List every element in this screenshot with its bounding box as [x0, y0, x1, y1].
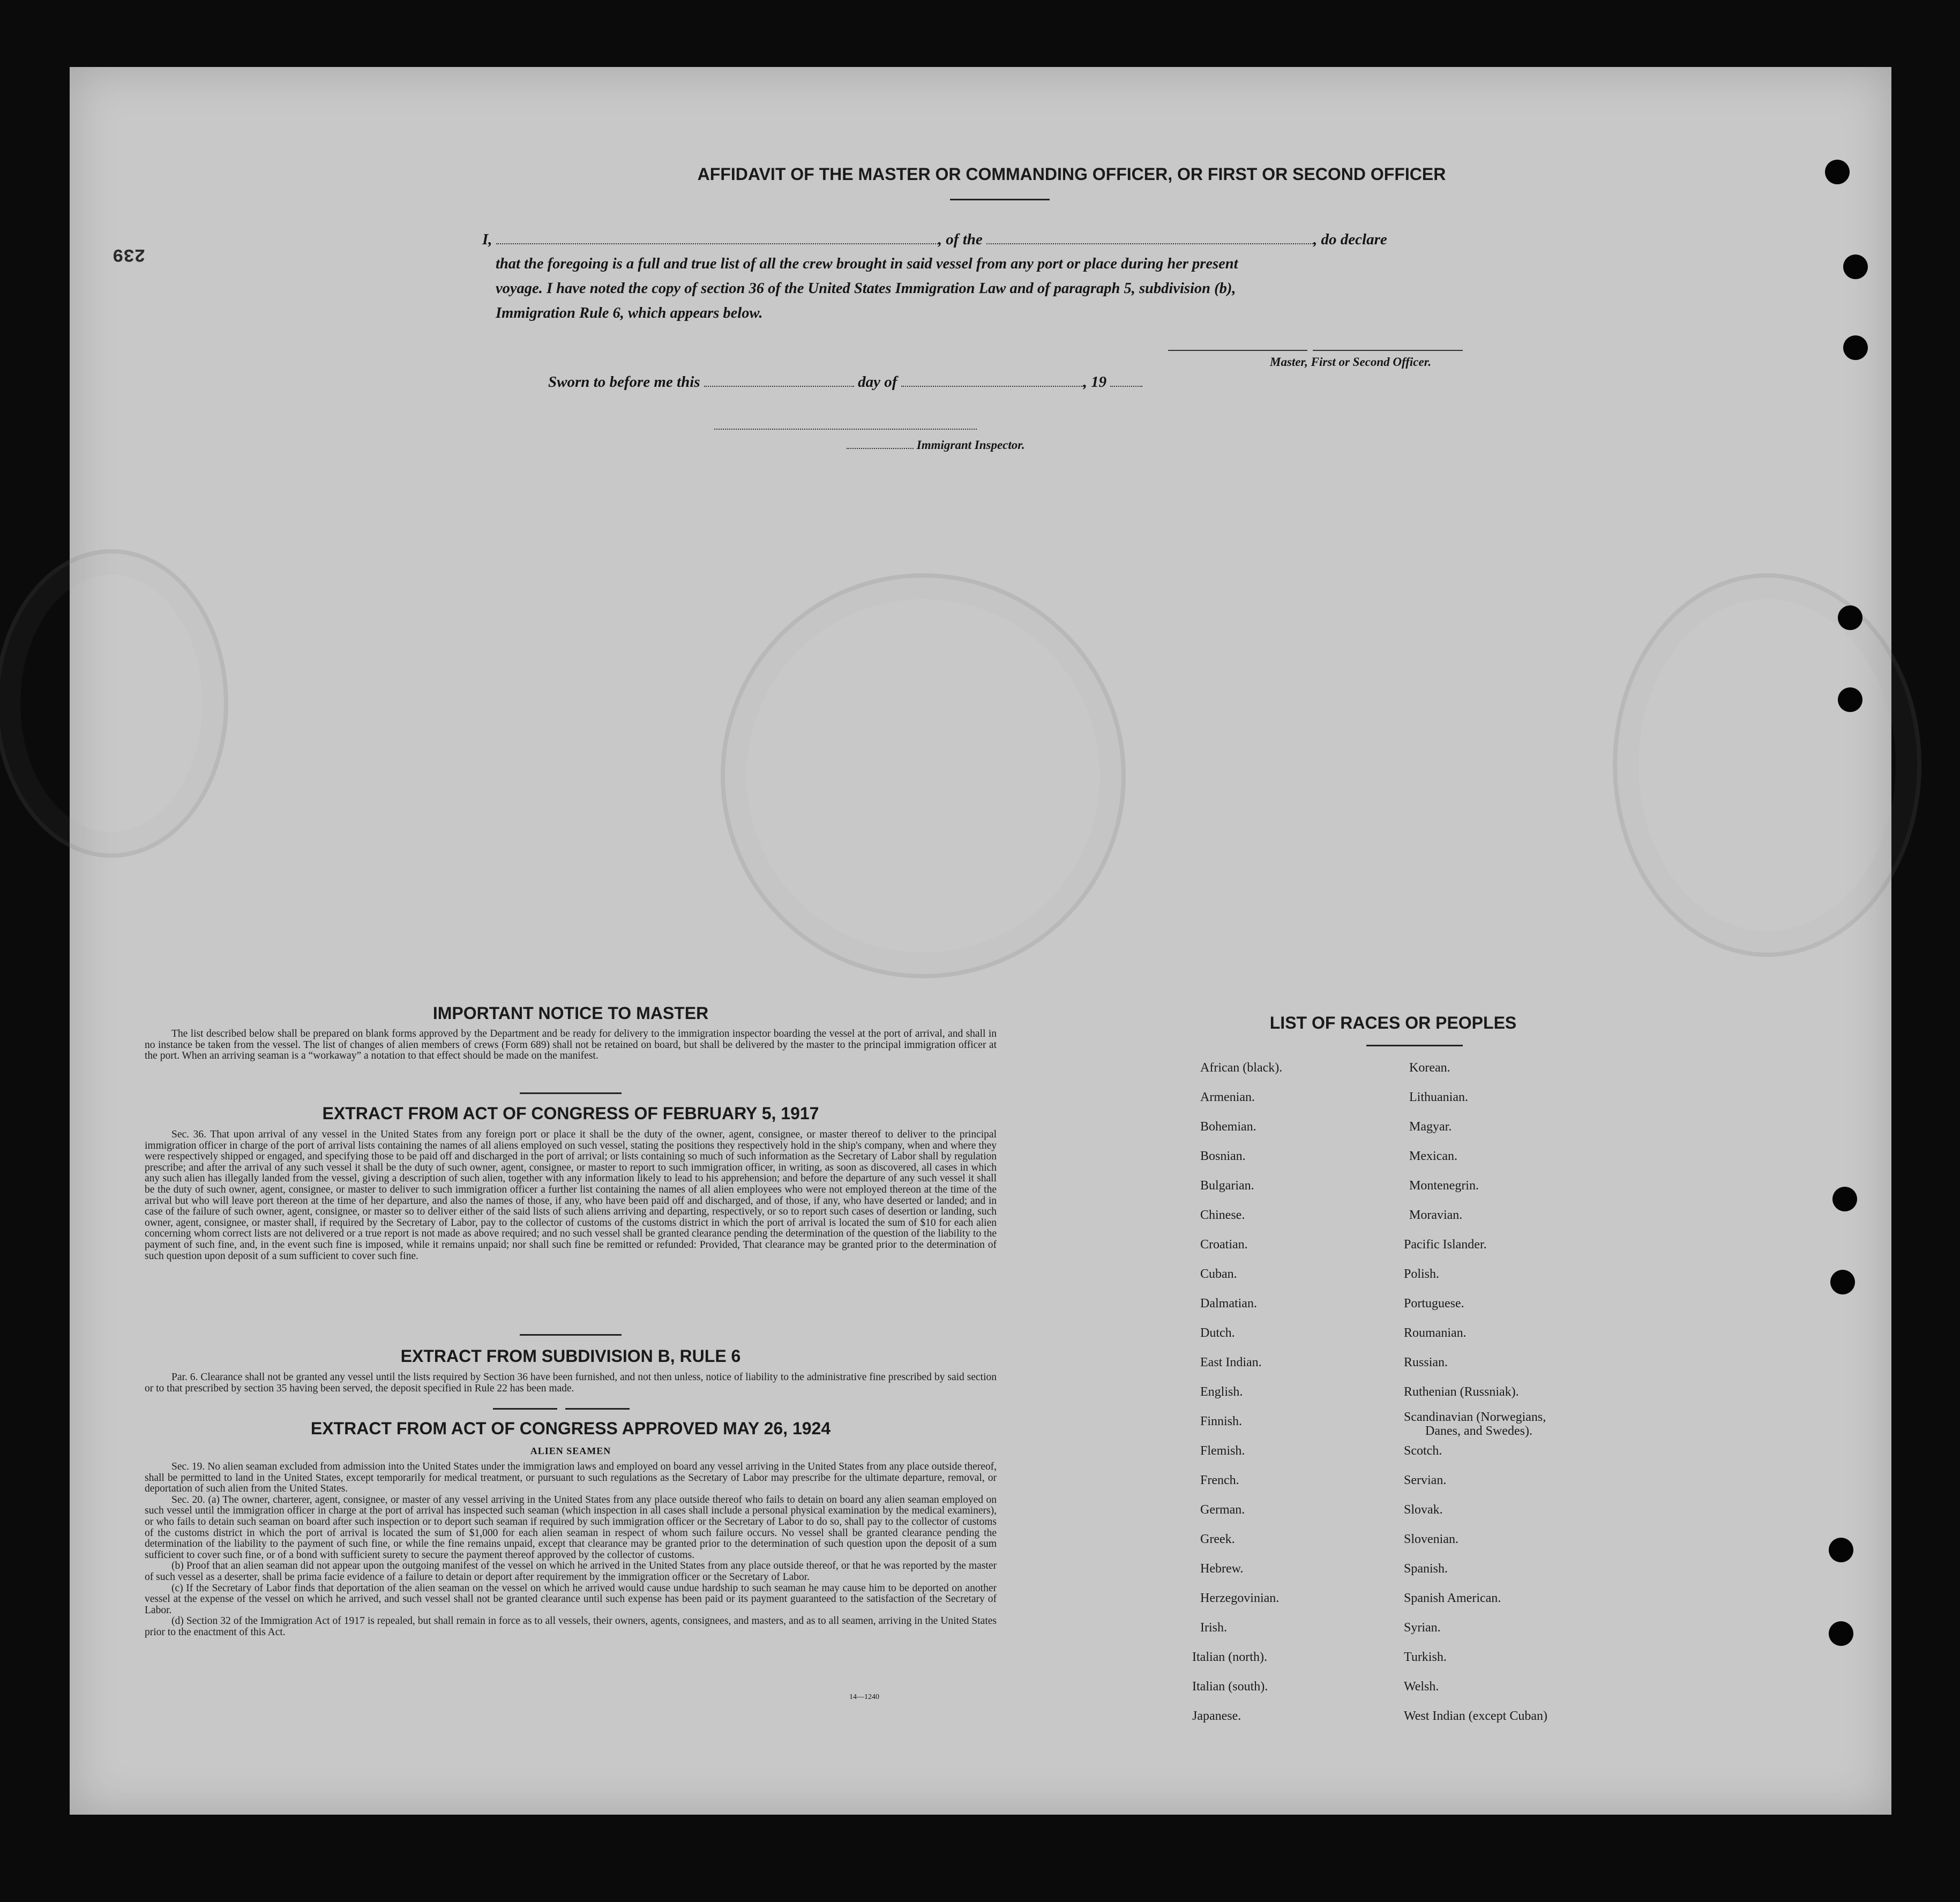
of-the-label: , of the — [938, 231, 983, 248]
race-item: African (black). — [1200, 1061, 1283, 1075]
sec-20c: (c) If the Secretary of Labor finds that deportation of the alien seaman on the vessel on which he arrived would cause undue hardship to such seaman he may cause him to be deported on another vessel at the expense of the vessel on which he arrived, and such vessel shall not be granted clearance until such expense has been paid or its payment guaranteed to the satisfaction of the Secretary of Labor. — [145, 1582, 997, 1616]
punch-hole — [1838, 687, 1862, 712]
punch-hole — [1825, 160, 1850, 184]
race-item: Chinese. — [1200, 1208, 1245, 1222]
punch-hole — [1829, 1621, 1853, 1646]
race-item: Armenian. — [1200, 1090, 1255, 1104]
declaration-line-1 — [482, 231, 1575, 249]
race-item: Greek. — [1200, 1532, 1235, 1546]
watermark-seal-left — [0, 549, 228, 858]
form-number: 14—1240 — [849, 1693, 879, 1701]
race-item: East Indian. — [1200, 1356, 1262, 1369]
race-item: Italian (north). — [1192, 1650, 1267, 1664]
race-item: Turkish. — [1404, 1650, 1447, 1664]
race-item: Dutch. — [1200, 1326, 1235, 1340]
race-item: Magyar. — [1409, 1120, 1452, 1134]
race-item: Montenegrin. — [1409, 1179, 1479, 1193]
race-item: German. — [1200, 1503, 1245, 1517]
stamp-number: 239 — [113, 244, 146, 264]
race-item: Portuguese. — [1404, 1297, 1464, 1311]
race-item: Pacific Islander. — [1404, 1238, 1487, 1252]
signature-caption: Master, First or Second Officer. — [1270, 355, 1432, 369]
race-item: Moravian. — [1409, 1208, 1463, 1222]
watermark-seal-center — [721, 573, 1126, 978]
sworn-line — [548, 373, 1142, 391]
sec-19: Sec. 19. No alien seaman excluded from admission into the United States under the immigration laws and employed on board any vessel arriving in the United States from any place outside thereof, shall be permitted to land in the United States, except temporarily for medical treatment, or pursuant to such regulations as the Secretary of Labor may prescribe for the ultimate departure, removal, or deportation of such alien from the United States. — [145, 1461, 997, 1495]
inspector-line — [847, 438, 1025, 452]
race-item: Scotch. — [1404, 1444, 1442, 1458]
race-item: Bohemian. — [1200, 1120, 1256, 1134]
race-item: Roumanian. — [1404, 1326, 1467, 1340]
extract-1917-rule — [520, 1334, 622, 1336]
extract-1917-body: Sec. 36. That upon arrival of any vessel in the United States from any foreign port or place it shall be the duty of the owner, agent, consignee, or master thereof to deliver to the principal immigration officer in charge of the port of arrival lists containing the names of all aliens employed on such vessel, stating the positions they respectively hold in the ship's company, when and where they were respectively shipped or engaged, and specifying those to be paid off and discharged in the port of arrival; or lists containing so much of such information as the Secretary of Labor shall by regulation prescribe; and after the arrival of any such vessel it shall be the duty of such owner, agent, consignee, or master to report to such immigration officer, in writing, as soon as discovered, all cases in which any such alien has illegally landed from the vessel, giving a description of such alien, together with any information likely to lead to his apprehension; and before the departure of any such vessel it shall be the duty of such owner, agent, consignee, or master to deliver to such immigration officer a further list containing the names of all alien employees who were not employed thereon at the time of the arrival but who will leave port thereon at the time of her departure, and also the names of those, if any, who have been paid off and discharged, and of those, if any, who have deserted or landed; and in case of the failure of such owner, agent, consignee, or master so to deliver either of the said lists of such aliens arriving and departing, respectively, or so to report such cases of desertion or landing, such owner, agent, consignee, or master shall, if required by the Secretary of Labor, pay to the collector of customs of the customs district in which the port of arrival is located the sum of $10 for each alien concerning whom correct lists are not delivered or a true report is not made as above required; and no such vessel shall be granted clearance pending the determination of the question of the liability to the payment of such fine, and, in the event such fine is imposed, while it remains unpaid; nor shall such fine be remitted or refunded: Provided, That clearance may be granted prior to the determination of such question upon deposit of a sum sufficient to cover such fine. — [145, 1129, 997, 1262]
punch-hole — [1843, 335, 1868, 360]
race-item: Ruthenian (Russniak). — [1404, 1385, 1519, 1399]
race-item: Servian. — [1404, 1473, 1447, 1487]
do-declare-label: , do declare — [1313, 231, 1387, 248]
declaration-line-3: voyage. I have noted the copy of section 36 of the United States Immigration Law and of paragraph 5, subdivision (b), — [496, 280, 1236, 297]
race-item-continuation: Danes, and Swedes). — [1425, 1424, 1532, 1438]
year-label: , 19 — [1083, 373, 1107, 391]
extract-rule6-rule-left — [493, 1408, 557, 1410]
race-item: Bosnian. — [1200, 1149, 1246, 1163]
sec-20b: (b) Proof that an alien seaman did not appear upon the outgoing manifest of the vessel on which he arrived in the United States from any place outside thereof, or that he was reported by the master of such vessel as a deserter, shall be prima facie evidence of a failure to detain or deport after requirement by the immigration officer or the Secretary of Labor. — [145, 1560, 997, 1583]
race-item: French. — [1200, 1473, 1239, 1487]
declaration-line-4: Immigration Rule 6, which appears below. — [496, 305, 763, 321]
extract-1924-subtitle: ALIEN SEAMEN — [530, 1446, 611, 1456]
affidavit-title-rule — [950, 199, 1050, 200]
race-item: English. — [1200, 1385, 1243, 1399]
signature-line-2[interactable] — [1313, 350, 1463, 351]
watermark-seal-right — [1613, 573, 1921, 957]
races-title: LIST OF RACES OR PEOPLES — [1269, 1013, 1517, 1032]
race-item: Spanish. — [1404, 1562, 1448, 1576]
race-item: Dalmatian. — [1200, 1297, 1257, 1311]
master-name-field[interactable] — [496, 243, 938, 244]
race-item: Herzegovinian. — [1200, 1591, 1280, 1605]
signature-line-1[interactable] — [1168, 350, 1307, 351]
race-item: Cuban. — [1200, 1267, 1237, 1281]
race-item: Mexican. — [1409, 1149, 1457, 1163]
race-item: Welsh. — [1404, 1680, 1439, 1694]
punch-hole — [1843, 254, 1868, 279]
race-item: Irish. — [1200, 1621, 1227, 1635]
extract-1917-title: EXTRACT FROM ACT OF CONGRESS OF FEBRUARY 5, 1917 — [322, 1104, 819, 1123]
race-item: Scandinavian (Norwegians, — [1404, 1410, 1546, 1424]
punch-hole — [1830, 1270, 1855, 1294]
race-item: Flemish. — [1200, 1444, 1245, 1458]
race-item: Slovak. — [1404, 1503, 1443, 1517]
sec-20a: Sec. 20. (a) The owner, charterer, agent, consignee, or master of any vessel arriving in the United States from any place outside thereof who fails to detain on board any alien seaman employed on such vessel until the immigration officer in charge at the port of arrival has inspected such seaman (which inspection in all cases shall include a personal physical examination by the medical examiners), or who fails to detain such seaman on board after such inspection or to deport such seaman if required by such immigration officer or the Secretary of Labor to do so, shall pay to the collector of customs of the customs district in which the port of arrival is located the sum of $1,000 for each alien seaman in respect of whom such failure occurs. No vessel shall be granted clearance pending the determination of the liability to the payment of such fine, or while the fine remains unpaid, except that clearance may be granted prior to the determination of such question upon the deposit of a sum sufficient to cover such fine, or of a bond with sufficient surety to secure the payment thereof approved by the collector of customs. — [145, 1494, 997, 1561]
race-item: Lithuanian. — [1409, 1090, 1468, 1104]
race-item: Syrian. — [1404, 1621, 1441, 1635]
punch-hole — [1832, 1187, 1857, 1211]
race-item: Spanish American. — [1404, 1591, 1501, 1605]
notice-rule — [520, 1092, 622, 1094]
race-item: Korean. — [1409, 1061, 1450, 1075]
race-item: Slovenian. — [1404, 1532, 1458, 1546]
sworn-day-field[interactable] — [704, 385, 854, 387]
sworn-label: Sworn to before me this — [548, 373, 700, 391]
inspector-short-line — [847, 447, 914, 449]
inspector-signature-line[interactable] — [714, 429, 977, 430]
race-item: Japanese. — [1192, 1709, 1241, 1723]
day-of-label: day of — [858, 373, 897, 391]
race-item: Russian. — [1404, 1356, 1448, 1369]
notice-body: The list described below shall be prepared on blank forms approved by the Department and be ready for delivery to the immigration inspector boarding the vessel at the port of arrival, and shall in no instance be taken from the vessel. The list of changes of alien members of crews (Form 689) shall not be retained on board, but shall be delivered by the master to the principal immigration officer at the port. When an arriving seaman is a “workaway” a notation to that effect should be made on the manifest. — [145, 1028, 997, 1062]
race-item: Bulgarian. — [1200, 1179, 1254, 1193]
sworn-year-field[interactable] — [1110, 385, 1142, 387]
extract-rule6-body: Par. 6. Clearance shall not be granted any vessel until the lists required by Section 36 have been furnished, and not then unless, notice of liability to the administrative fine prescribed by said section or to that prescribed by section 35 having been served, the deposit specified in Rule 22 has been made. — [145, 1372, 997, 1394]
inspector-caption: Immigrant Inspector. — [916, 438, 1025, 452]
race-item: West Indian (except Cuban) — [1404, 1709, 1547, 1723]
race-item: Polish. — [1404, 1267, 1440, 1281]
sworn-month-field[interactable] — [901, 385, 1083, 387]
extract-1924-title: EXTRACT FROM ACT OF CONGRESS APPROVED MAY 26, 1924 — [310, 1419, 831, 1438]
punch-hole — [1829, 1538, 1853, 1562]
i-label: I, — [482, 231, 492, 248]
vessel-name-field[interactable] — [986, 243, 1313, 244]
extract-1924-body — [145, 1462, 997, 1638]
notice-title: IMPORTANT NOTICE TO MASTER — [432, 1004, 709, 1023]
race-item: Hebrew. — [1200, 1562, 1244, 1576]
race-item: Finnish. — [1200, 1414, 1243, 1428]
sec-20d: (d) Section 32 of the Immigration Act of 1917 is repealed, but shall remain in force as to all vessels, their owners, agents, consignees, and masters, and as to all seamen, arriving in the United States prior to the enactment of this Act. — [145, 1615, 997, 1638]
punch-hole — [1838, 605, 1862, 630]
document-sheet — [70, 67, 1891, 1815]
race-item: Italian (south). — [1192, 1680, 1268, 1694]
affidavit-title: AFFIDAVIT OF THE MASTER OR COMMANDING OFFICER, OR FIRST OR SECOND OFFICER — [697, 164, 1446, 184]
extract-rule6-rule-right — [565, 1408, 630, 1410]
extract-rule6-title: EXTRACT FROM SUBDIVISION B, RULE 6 — [400, 1346, 741, 1366]
races-title-rule — [1366, 1045, 1463, 1046]
declaration-line-2: that the foregoing is a full and true list of all the crew brought in said vessel from any port or place during her present — [496, 256, 1238, 272]
race-item: Croatian. — [1200, 1238, 1248, 1252]
